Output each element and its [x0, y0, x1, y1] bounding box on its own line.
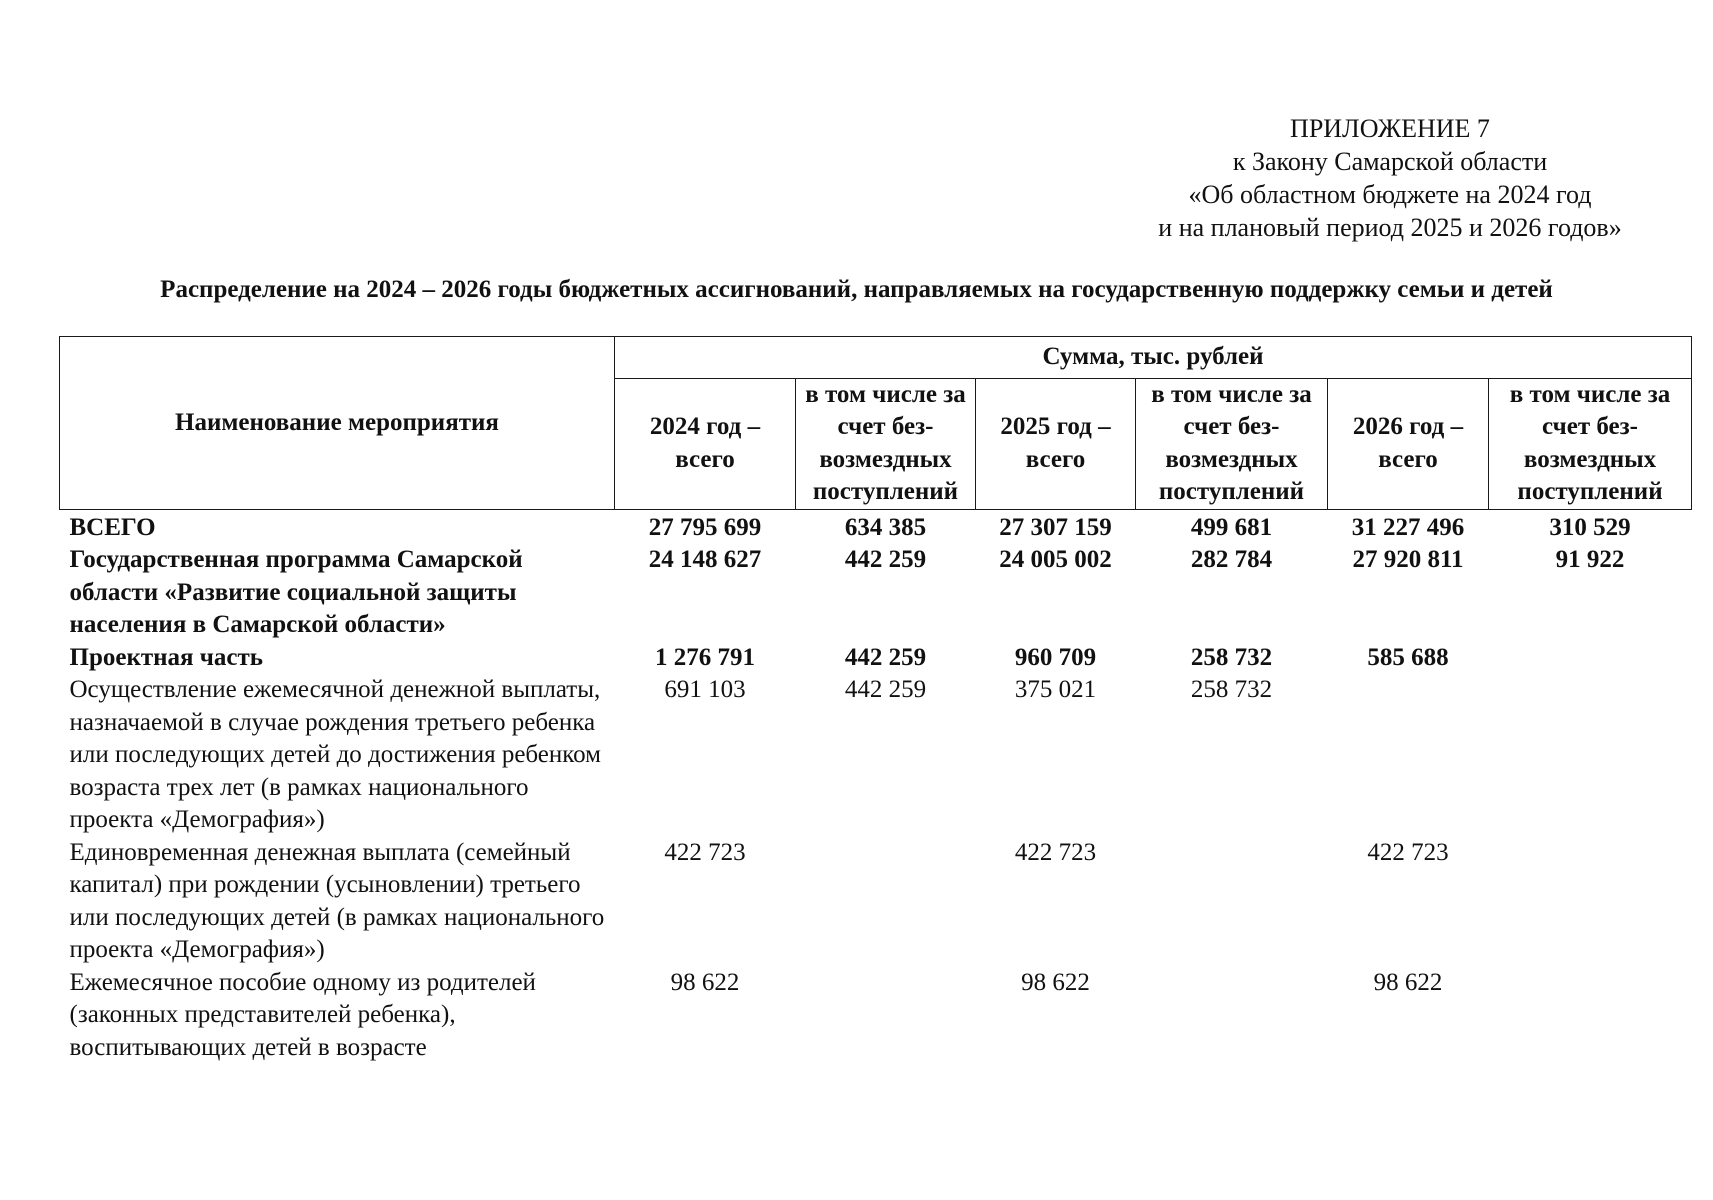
appendix-number: ПРИЛОЖЕНИЕ 7 — [1290, 114, 1490, 143]
appendix-law-title-2: и на плановый период 2025 и 2026 годов» — [1158, 213, 1622, 242]
cell-2024-grants: 442 259 — [844, 546, 927, 573]
cell-2024-grants: 634 385 — [844, 513, 927, 541]
table-row-project-part — [60, 642, 1692, 675]
table-body — [60, 509, 1692, 1064]
header-2025-total: 2025 год – всего — [976, 378, 1136, 509]
cell-2025-grants: 282 784 — [1190, 546, 1273, 573]
appendix-law-ref: к Закону Самарской области — [1232, 147, 1548, 176]
row-name: ВСЕГО — [69, 513, 156, 541]
cell-2026-grants — [1489, 967, 1692, 1065]
header-2024-grants: в том числе за счет без-возмездных поступлений — [796, 378, 976, 509]
table-row — [60, 967, 1692, 1065]
cell-2026-grants — [1489, 837, 1692, 967]
cell-2025-grants: 499 681 — [1190, 513, 1273, 541]
budget-table — [59, 336, 1692, 1064]
cell-2024-grants: 442 259 — [844, 676, 927, 703]
cell-2025-grants: 258 732 — [1190, 643, 1273, 671]
cell-2025-total: 422 723 — [1014, 838, 1097, 866]
cell-2025-grants: 258 732 — [1190, 676, 1273, 703]
cell-2024-total: 422 723 — [664, 838, 746, 866]
header-name: Наименование мероприятия — [60, 337, 615, 510]
cell-2024-total: 1 276 791 — [655, 643, 755, 671]
row-name: Государственная программа Самарской области «Развитие социальной защиты населения в Самарской области» — [69, 546, 523, 638]
cell-2024-total: 98 622 — [670, 968, 740, 996]
row-name: Осуществление ежемесячной денежной выплаты, назначаемой в случае рождения третьего ребенка или последующих детей до достижения ребенком возраста трех лет (в рамках национального проекта «Демография») — [69, 676, 602, 833]
table-header — [60, 337, 1692, 510]
cell-2025-grants — [1136, 837, 1328, 967]
cell-2024-total: 24 148 627 — [648, 546, 762, 573]
cell-2024-total: 27 795 699 — [648, 513, 762, 541]
cell-2026-total: 585 688 — [1367, 643, 1449, 671]
cell-2026-total: 27 920 811 — [1352, 546, 1464, 573]
row-name: Единовременная денежная выплата (семейный капитал) при рождении (усыновлении) третьего или последующих детей (в рамках национального проекта «Демография») — [69, 838, 605, 963]
header-amount: Сумма, тыс. рублей — [615, 337, 1692, 379]
table-row-program — [60, 544, 1692, 642]
header-2026-total: 2026 год – всего — [1328, 378, 1489, 509]
cell-2025-total: 98 622 — [1021, 968, 1090, 996]
cell-2026-total: 31 227 496 — [1351, 513, 1465, 541]
cell-2024-total: 691 103 — [664, 676, 746, 703]
header-2024-total: 2024 год – всего — [615, 378, 796, 509]
cell-2024-grants — [796, 967, 976, 1065]
table-row-total — [60, 509, 1692, 544]
cell-2026-total — [1328, 674, 1489, 837]
row-name: Проектная часть — [69, 643, 264, 671]
cell-2026-grants — [1489, 642, 1692, 675]
appendix-law-title-1: «Об областном бюджете на 2024 год — [1188, 180, 1592, 209]
cell-2026-total: 422 723 — [1367, 838, 1449, 866]
cell-2024-grants — [796, 837, 976, 967]
appendix-block — [1060, 112, 1713, 244]
cell-2025-total: 375 021 — [1014, 676, 1097, 703]
cell-2026-total: 98 622 — [1373, 968, 1443, 996]
row-name: Ежемесячное пособие одному из родителей (законных представителей ребенка), воспитывающих детей в возрасте — [69, 968, 536, 1061]
cell-2025-total: 24 005 002 — [999, 546, 1112, 573]
cell-2026-grants: 310 529 — [1549, 513, 1631, 541]
table-row — [60, 674, 1692, 837]
header-2025-grants: в том числе за счет без-возмездных поступлений — [1136, 378, 1328, 509]
cell-2025-total: 27 307 159 — [999, 513, 1112, 541]
cell-2026-grants: 91 922 — [1555, 546, 1625, 573]
document-title: Распределение на 2024 – 2026 годы бюджетных ассигнований, направляемых на государственную поддержку семьи и детей — [160, 276, 1553, 303]
cell-2024-grants: 442 259 — [844, 643, 927, 671]
table-row — [60, 837, 1692, 967]
cell-2026-grants — [1489, 674, 1692, 837]
cell-2025-total: 960 709 — [1014, 643, 1097, 671]
cell-2025-grants — [1136, 967, 1328, 1065]
header-2026-grants: в том числе за счет без-возмездных поступлений — [1489, 378, 1692, 509]
